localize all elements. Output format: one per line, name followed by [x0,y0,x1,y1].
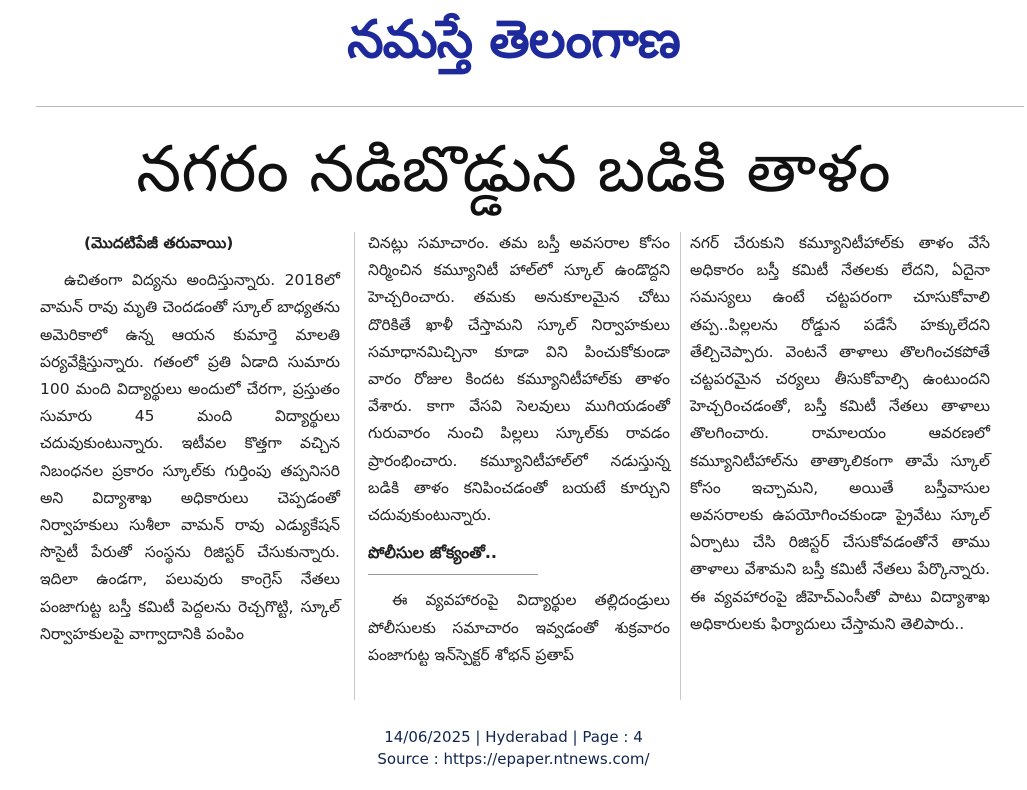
subhead-underline [368,574,538,575]
footer-source-line: Source : https://epaper.ntnews.com/ [377,750,650,768]
footer-date-line: 14/06/2025 | Hyderabad | Page : 4 [384,728,643,746]
continued-label: (మొదటిపేజీ తరువాయి) [84,234,234,252]
article-paragraph: చినట్లు సమాచారం. తమ బస్తీ అవసరాల కోసం నిర్మించిన కమ్యూనిటీ హాల్‌లో స్కూల్ ఉండొద్దని హెచ్చరించారు. తమకు అనుకూలమైన చోటు దొరికితే ఖాళీ చేస్తామని స్కూల్ నిర్వాహకులు సమాధానమిచ్చినా కూడా విని పించుకోకుండా వారం రోజుల కిందట కమ్యూనిటీహాల్‌కు తాళం వేశారు. కాగా వేసవి సెలవులు ముగియడంతో గురువారం నుంచి పిల్లలు స్కూల్‌కు రావడం ప్రారంభించారు. కమ్యూనిటీహాల్‌లో నడుస్తున్న బడికి తాళం కనిపించడంతో బయటే కూర్చుని చదువుకుంటున్నారు. [368,234,670,525]
masthead-divider [36,106,1024,107]
article-paragraph: ఉచితంగా విద్యను అందిస్తున్నారు. 2018లో వామన్ రావు మృతి చెందడంతో స్కూల్ బాధ్యతను అమెరికాలో ఉన్న ఆయన కుమార్తె మాలతి పర్యవేక్షిస్తున్నారు. గతంలో ప్రతి ఏడాది సుమారు 100 మంది విద్యార్థులు అందులో చేరగా, ప్రస్తుతం సుమారు 45 మంది విద్యార్థులు చదువుకుంటున్నారు. ఇటీవల కొత్తగా వచ్చిన నిబంధనల ప్రకారం స్కూల్‌కు గుర్తింపు తప్పనిసరి అని విద్యాశాఖ అధికారులు చెప్పడంతో నిర్వాహకులు సుశీలా వామన్ రావు ఎడ్యుకేషన్ సొసైటీ పేరుతో సంస్థను రిజిస్టర్ చేసుకున్నారు. ఇదిలా ఉండగా, పలువురు కాంగ్రెస్ నేతలు పంజాగుట్ట బస్తీ కమిటీ పెద్దలను రెచ్చగొట్టి, స్కూల్ నిర్వాహకులపై వాగ్వాదానికి పంపిం [40,271,340,643]
article-column-2 [368,230,670,669]
article-column-1 [40,230,340,648]
masthead-title: నమస్తే తెలంగాణ [347,9,680,70]
article-headline: నగరం నడిబొడ్డున బడికి తాళం [136,133,891,207]
column-divider [354,232,355,700]
article-paragraph: ఈ వ్యవహారంపై విద్యార్థుల తల్లిదండ్రులు పోలీసులకు సమాచారం ఇవ్వడంతో శుక్రవారం పంజాగుట్ట ఇన్‌స్పెక్టర్ శోభన్ ప్రతాప్ [368,591,670,664]
section-subhead: పోలీసుల జోక్యంతో.. [368,543,497,563]
article-paragraph: నగర్ చేరుకుని కమ్యూనిటీహాల్‌కు తాళం వేసే అధికారం బస్తీ కమిటీ నేతలకు లేదని, ఏదైనా సమస్యలు ఉంటే చట్టపరంగా చూసుకోవాలి తప్ప..పిల్లలను రోడ్డున పడేసే హక్కులేదని తేల్చిచెప్పారు. వెంటనే తాళాలు తొలగించకపోతే చట్టపరమైన చర్యలు తీసుకోవాల్సి ఉంటుందని హెచ్చరించడంతో, బస్తీ కమిటీ నేతలు తాళాలు తొలగించారు. రామాలయం ఆవరణలో కమ్యూనిటీహాల్‌ను తాత్కాలికంగా తామే స్కూల్ కోసం ఇచ్చామని, అయితే బస్తీవాసుల అవసరాలకు ఉపయోగించకుండా ప్రైవేటు స్కూల్ ఏర్పాటు చేసి రిజిస్టర్ చేసుకోవడంతోనే తాము తాళాలు వేశామని బస్తీ కమిటీ నేతలు పేర్కొన్నారు. ఈ వ్యవహారంపై జీహెచ్‌ఎంసీతో పాటు విద్యాశాఖ అధికారులకు ఫిర్యాదులు చేస్తామని తెలిపారు.. [690,234,990,633]
column-divider [680,232,681,700]
article-column-3 [690,230,990,638]
newspaper-masthead [0,4,1027,76]
